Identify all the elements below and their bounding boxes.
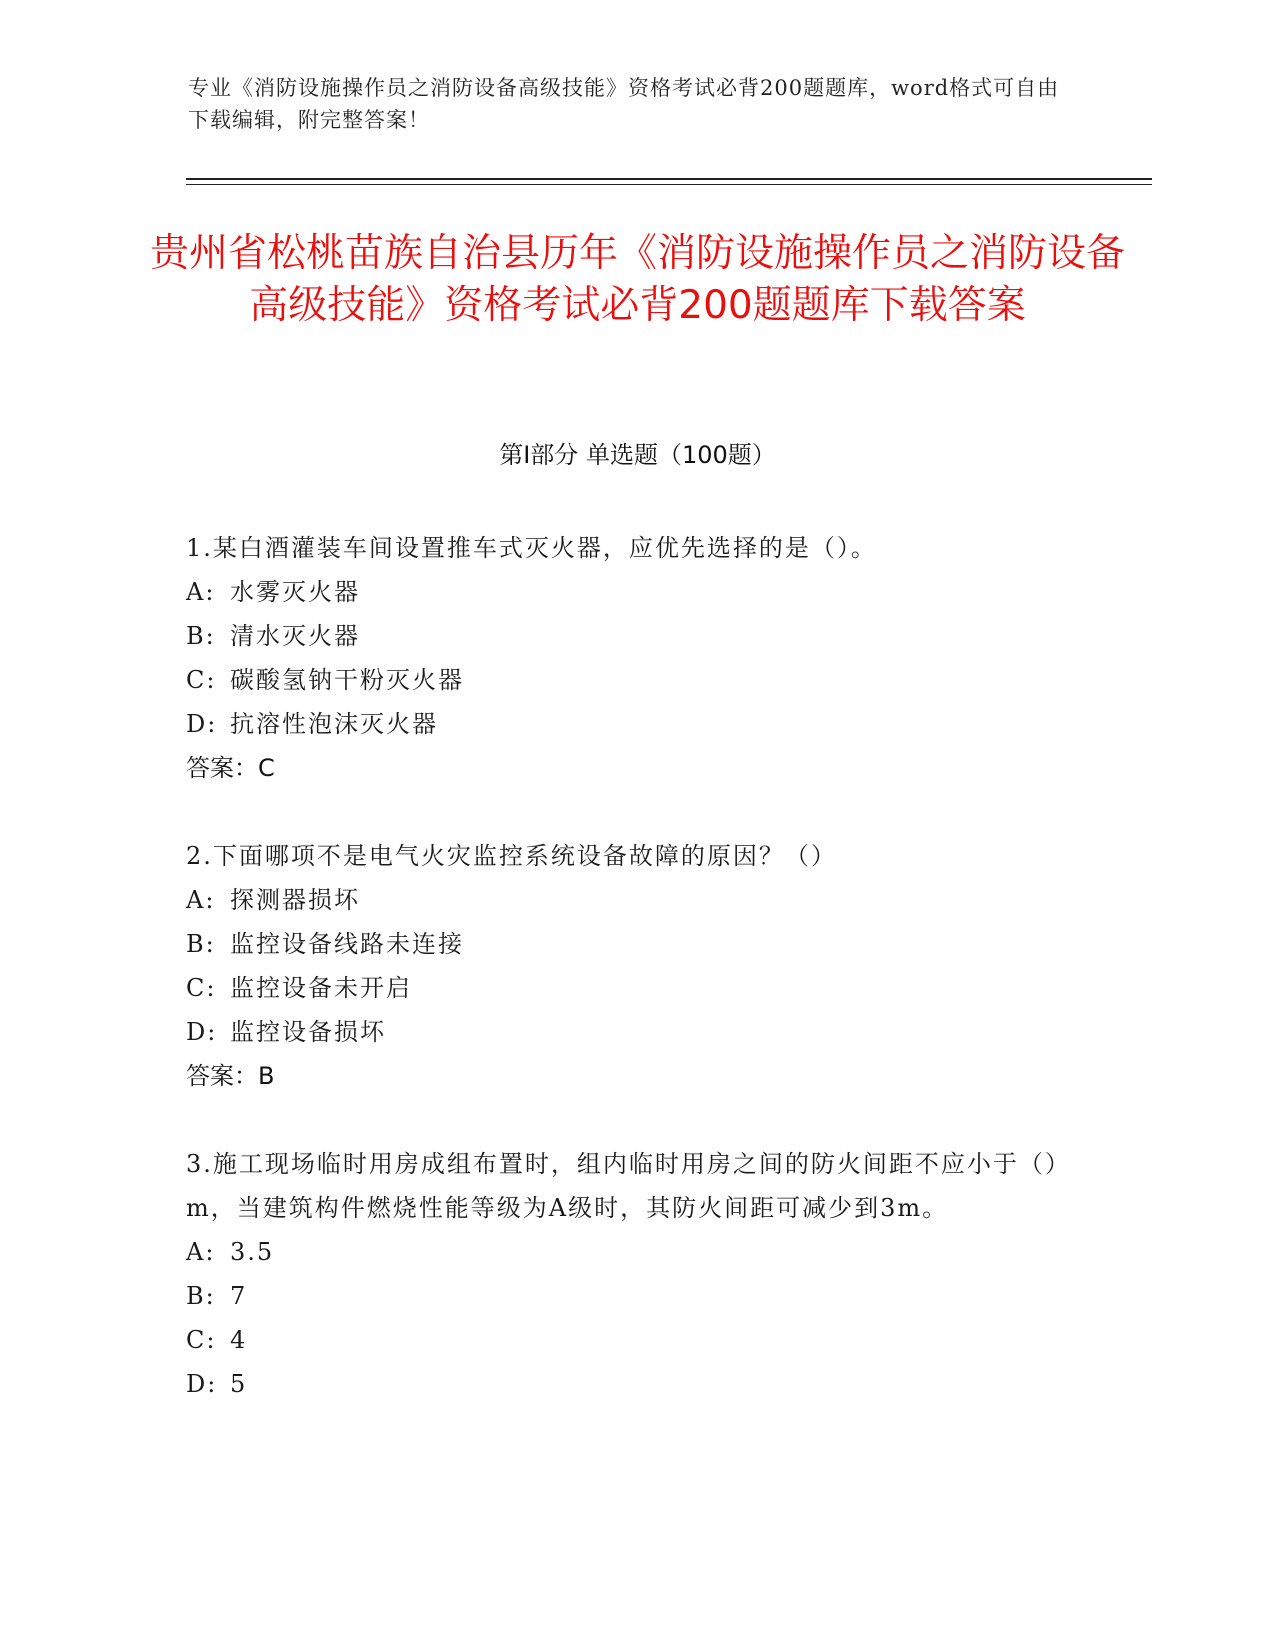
option-key: A: [186, 886, 216, 914]
option-c [186, 966, 1086, 1010]
option-text: 水雾灭火器 [230, 578, 360, 606]
option-d [186, 702, 1086, 746]
option-key: A: [186, 578, 216, 606]
option-b [186, 614, 1086, 658]
option-c [186, 1318, 1086, 1362]
option-key: D: [186, 1018, 218, 1046]
option-a [186, 878, 1086, 922]
option-b [186, 922, 1086, 966]
question-stem: 2.下面哪项不是电气火灾监控系统设备故障的原因？（） [186, 842, 837, 870]
option-key: C: [186, 974, 217, 1002]
header-rule-thin [186, 184, 1152, 185]
document-title: 贵州省松桃苗族自治县历年《消防设施操作员之消防设备高级技能》资格考试必背200题题库下载答案 [150, 231, 1126, 328]
option-text: 探测器损坏 [230, 886, 360, 914]
option-d [186, 1010, 1086, 1054]
option-key: D: [186, 1370, 218, 1398]
option-key: B: [186, 622, 216, 650]
option-text: 碳酸氢钠干粉灭火器 [230, 666, 464, 694]
question-3 [186, 1142, 1086, 1406]
section-heading: 第I部分 单选题（100题） [499, 441, 776, 469]
option-text: 7 [230, 1282, 248, 1310]
option-key: A: [186, 1238, 216, 1266]
option-a [186, 570, 1086, 614]
option-text: 5 [230, 1370, 248, 1398]
option-key: C: [186, 666, 217, 694]
question-stem: 3.施工现场临时用房成组布置时，组内临时用房之间的防火间距不应小于（）m，当建筑构件燃烧性能等级为A级时，其防火间距可减少到3m。 [186, 1150, 1071, 1222]
option-b [186, 1274, 1086, 1318]
option-c [186, 658, 1086, 702]
option-text: 4 [230, 1326, 248, 1354]
option-key: D: [186, 710, 218, 738]
option-text: 监控设备未开启 [230, 974, 412, 1002]
question-1 [186, 526, 1086, 790]
header-note: 专业《消防设施操作员之消防设备高级技能》资格考试必背200题题库，word格式可自由下载编辑，附完整答案！ [188, 76, 1060, 132]
question-list [186, 526, 1086, 1450]
answer-line: 答案：B [186, 1062, 275, 1090]
option-key: B: [186, 1282, 216, 1310]
option-key: B: [186, 930, 216, 958]
option-text: 清水灭火器 [230, 622, 360, 650]
question-stem: 1.某白酒灌装车间设置推车式灭火器，应优先选择的是（）。 [186, 534, 877, 562]
answer-line: 答案：C [186, 754, 275, 782]
option-text: 3.5 [230, 1238, 275, 1266]
option-key: C: [186, 1326, 217, 1354]
option-a [186, 1230, 1086, 1274]
header-rule-thick [186, 178, 1152, 180]
option-text: 监控设备损坏 [230, 1018, 386, 1046]
question-2 [186, 834, 1086, 1098]
option-text: 抗溶性泡沫灭火器 [230, 710, 438, 738]
option-text: 监控设备线路未连接 [230, 930, 464, 958]
option-d [186, 1362, 1086, 1406]
